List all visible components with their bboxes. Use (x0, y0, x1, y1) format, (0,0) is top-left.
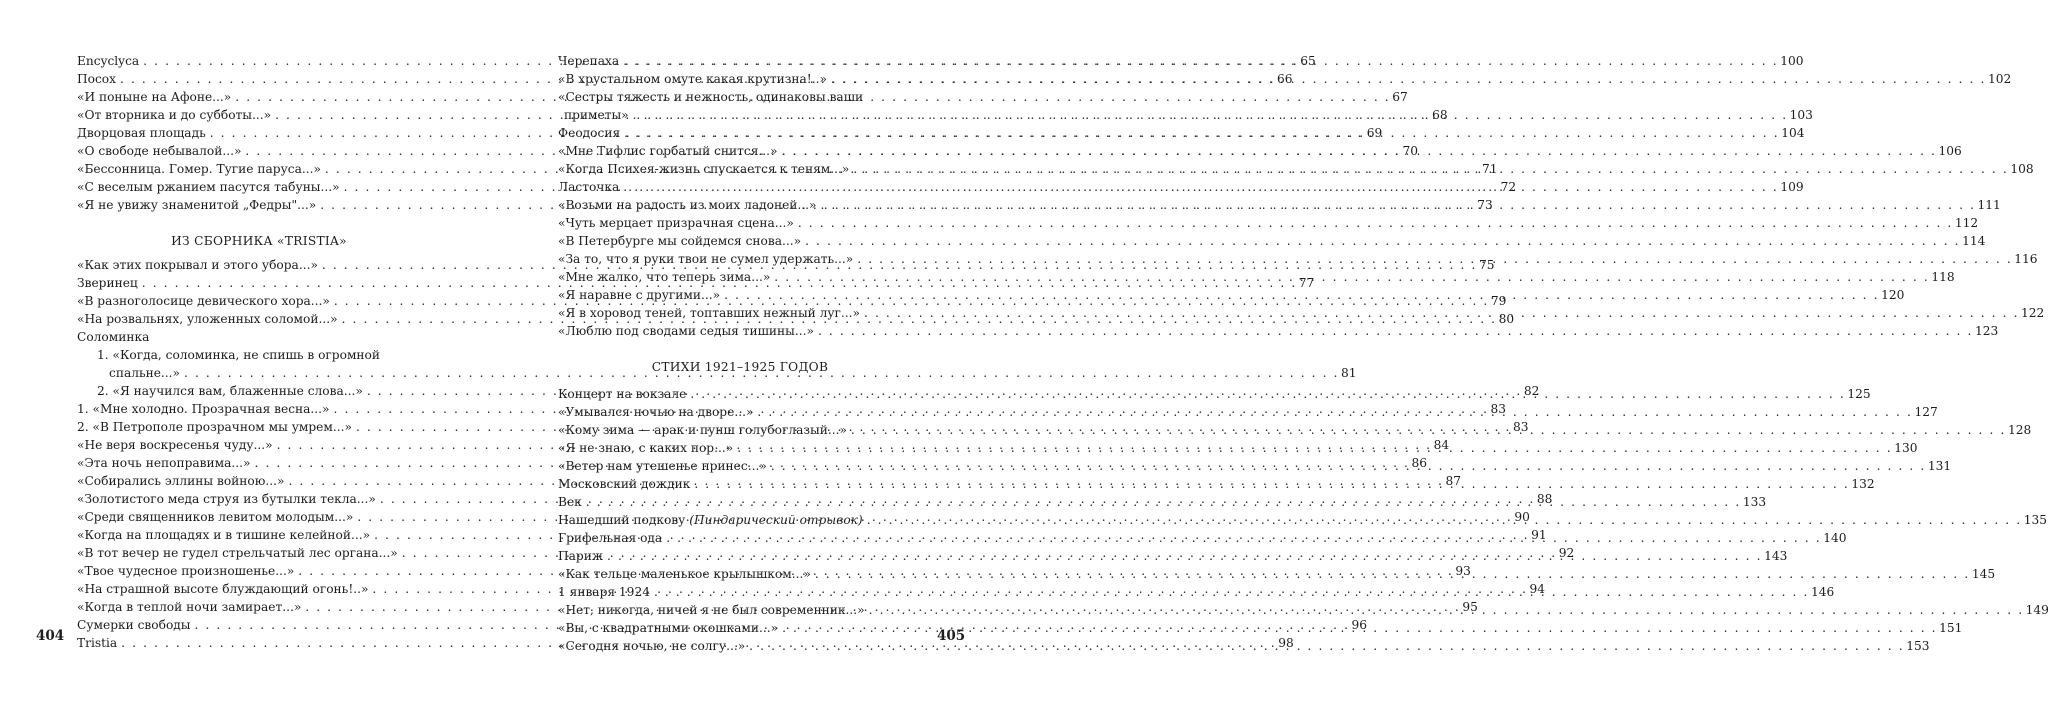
toc-title: «Люблю под сводами седыя тишины...» (558, 324, 814, 338)
toc-title: Tristia (77, 636, 118, 650)
toc-page-number: 118 (1931, 270, 1955, 284)
toc-page-number: 70 (1402, 144, 1418, 158)
toc-title: Век (558, 495, 582, 509)
toc-page-number: 125 (1847, 387, 1871, 401)
toc-page-number: 93 (1455, 564, 1471, 578)
toc-title: «Собирались эллины войною...» (77, 474, 285, 488)
toc-title: «Как этих покрывал и этого убора...» (77, 258, 318, 272)
dot-leader (853, 160, 2008, 178)
toc-page-number: 102 (1987, 72, 2012, 86)
toc-page-number: 109 (1780, 180, 1804, 194)
toc-page-number: 151 (1939, 621, 1963, 635)
toc-page-number: 83 (1512, 420, 1529, 434)
section-title-poems-1921-1925: СТИХИ 1921–1925 ГОДОВ (651, 360, 829, 374)
dot-leader (815, 565, 1970, 583)
toc-title: «Я наравне с другими...» (558, 288, 721, 302)
toc-title: «В тот вечер не гудел стрельчатый лес органа...» (77, 546, 398, 560)
toc-entry-multiline-first[interactable] (77, 346, 441, 364)
toc-page-number: 65 (1300, 54, 1316, 68)
toc-title-continuation: спальне...» (109, 366, 181, 380)
toc-page-number: 127 (1914, 405, 1938, 419)
toc-title: Феодосия (558, 126, 621, 140)
toc-entry[interactable] (558, 214, 1979, 232)
toc-title: «Мне Тифлис горбатый снится...» (558, 144, 778, 158)
toc-title: Грифельная ода (558, 531, 663, 545)
toc-title (558, 511, 863, 529)
toc-entry[interactable] (558, 232, 1986, 250)
dot-leader (623, 52, 1778, 70)
toc-page-number: 108 (2010, 162, 2034, 176)
toc-title: «За то, что я руки твои не сумел удержать...» (558, 252, 854, 266)
toc-title: Зверинец (77, 276, 138, 290)
toc-title: «Среди священников левитом молодым...» (77, 510, 354, 524)
toc-title: «В Петербурге мы сойдемся снова...» (558, 234, 802, 248)
dot-leader (666, 529, 1821, 547)
dot-leader (867, 511, 2022, 529)
dot-leader (757, 403, 1912, 421)
toc-page-number: 104 (1781, 126, 1805, 140)
dot-leader (781, 142, 1936, 160)
toc-page-number: 92 (1558, 546, 1575, 560)
toc-page-number: 75 (1478, 258, 1495, 272)
dot-leader (623, 178, 1778, 196)
toc-page-number: 131 (1927, 459, 1952, 473)
toc-title: «Как тельце маленькое крылышком...» (558, 567, 811, 581)
toc-title: «Бессонница. Гомер. Тугие паруса...» (77, 162, 321, 176)
toc-page-number: 72 (1500, 180, 1517, 194)
toc-title: Черепаха (558, 54, 620, 68)
toc-title: «Золотистого меда струя из бутылки текла...» (77, 492, 376, 506)
toc-title: «Я не знаю, с каких пор...» (558, 441, 734, 455)
toc-title: «На розвальнях, уложенных соломой...» (77, 312, 338, 326)
toc-page-number: 83 (1490, 402, 1507, 416)
dot-leader (690, 385, 1845, 403)
toc-page-number: 77 (1298, 276, 1315, 290)
toc-page-number: 81 (1341, 366, 1357, 380)
toc-title: «Я не увижу знаменитой „Федры"...» (77, 198, 317, 212)
toc-title: «Чуть мерцает призрачная сцена...» (558, 216, 794, 230)
toc-group-heading-solominka[interactable] (77, 328, 441, 346)
toc-title: «Когда на площадях и в тишине келейной...» (77, 528, 371, 542)
toc-title: «В разноголосице девического хора...» (77, 294, 330, 308)
dot-leader (654, 583, 1809, 601)
page-number-right: 405 (937, 628, 966, 644)
toc-title: Encyclyca (77, 54, 140, 68)
toc-page-number: 132 (1851, 477, 1875, 491)
toc-page-number: 66 (1277, 72, 1293, 86)
page-number-left: 404 (36, 628, 65, 644)
toc-page-number: 95 (1462, 600, 1478, 614)
toc-title: «Умывался ночью на дворе...» (558, 405, 754, 419)
toc-title: «Твое чудесное произношенье...» (77, 564, 295, 578)
toc-page-number: 123 (1974, 324, 1999, 338)
toc-page-number: 87 (1445, 474, 1461, 488)
toc-page-number: 146 (1810, 585, 1835, 599)
toc-title: 2. «Я научился вам, блаженные слова...» (97, 384, 363, 398)
toc-title: Париж (558, 549, 604, 563)
toc-title: «Сегодня ночью, не солгу...» (558, 639, 746, 653)
dot-leader (851, 421, 2006, 439)
toc-title: Московский дождик (558, 477, 691, 491)
dot-leader (774, 268, 1929, 286)
toc-title: 1. «Мне холодно. Прозрачная весна...» (77, 402, 330, 416)
toc-title: «Не веря воскресенья чуду...» (77, 438, 273, 452)
toc-title: «Кому зима — арак и пунш голубоглазый...» (558, 423, 847, 437)
toc-title: «Мне жалко, что теперь зима...» (558, 270, 771, 284)
toc-page-number: 80 (1498, 312, 1515, 326)
toc-title: 2. «В Петрополе прозрачном мы умрем...» (77, 420, 352, 434)
toc-page-number: 79 (1490, 294, 1507, 308)
toc-page-number: 116 (2014, 252, 2038, 266)
toc-page-number: 122 (2021, 306, 2045, 320)
dot-leader (831, 70, 1986, 88)
toc-title: Дворцовая площадь (77, 126, 206, 140)
section-title-tristia: ИЗ СБОРНИКА «TRISTIA» (171, 234, 347, 248)
toc-title: «О свободе небывалой...» (77, 144, 242, 158)
dot-leader (724, 286, 1879, 304)
toc-title-subtitle: (Пиндарический отрывок) (689, 513, 863, 527)
toc-title: 1. «Когда, соломинка, не спишь в огромной (97, 348, 381, 362)
toc-page-number: 90 (1514, 510, 1530, 524)
toc-title: «Я в хоровод теней, топтавших нежный луг...» (558, 306, 861, 320)
toc-page-number: 91 (1531, 528, 1547, 542)
toc-page-number: 84 (1433, 438, 1450, 452)
toc-page-number: 86 (1411, 456, 1428, 470)
toc-page-number: 88 (1536, 492, 1553, 506)
toc-title: «На страшной высоте блуждающий огонь!..» (77, 582, 369, 596)
toc-page-number: 96 (1351, 618, 1368, 632)
dot-leader (869, 601, 2024, 619)
toc-title: «В хрустальном омуте какая крутизна!..» (558, 72, 827, 86)
toc-page-number: 73 (1477, 198, 1493, 212)
toc-page-number: 128 (2007, 423, 2032, 437)
dot-leader (818, 322, 1973, 340)
toc-page-number: 145 (1971, 567, 1996, 581)
toc-title-main: Нашедший подкову (558, 513, 686, 527)
dot-leader (633, 106, 1788, 124)
dot-leader (694, 475, 1849, 493)
toc-page-number: 149 (2025, 603, 2049, 617)
toc-page-number: 67 (1392, 90, 1408, 104)
toc-title: «Эта ночь непоправима...» (77, 456, 251, 470)
toc-page-number: 140 (1823, 531, 1847, 545)
toc-title-continuation: приметы» (564, 108, 629, 122)
toc-title: «Ветер нам утешенье принес...» (558, 459, 767, 473)
toc-page-number: 114 (1962, 234, 1986, 248)
toc-title: Сумерки свободы (77, 618, 191, 632)
dot-leader (820, 196, 1975, 214)
dot-leader (737, 439, 1892, 457)
toc-page-number: 112 (1954, 216, 1979, 230)
toc-title: «От вторника и до субботы...» (77, 108, 272, 122)
toc-title: 1 января 1924 (558, 585, 650, 599)
toc-title: Ласточка (558, 180, 620, 194)
toc-page-number: 71 (1481, 162, 1498, 176)
dot-leader (586, 493, 1741, 511)
toc-page-number: 130 (1894, 441, 1918, 455)
toc-title: «Нет, никогда, ничей я не был современник...» (558, 603, 865, 617)
toc-page-number: 153 (1906, 639, 1930, 653)
toc-title: «Возьми на радость из моих ладоней...» (558, 198, 817, 212)
toc-title: «И поныне на Афоне...» (77, 90, 232, 104)
toc-page-number: 100 (1780, 54, 1804, 68)
dot-leader (805, 232, 1960, 250)
toc-page-number: 106 (1938, 144, 1962, 158)
toc-title: «С веселым ржанием пасутся табуны...» (77, 180, 340, 194)
dot-leader (798, 214, 1953, 232)
toc-title: «Вы, с квадратными окошками...» (558, 621, 779, 635)
toc-page-number: 69 (1366, 126, 1383, 140)
toc-page-number: 98 (1278, 636, 1294, 650)
dot-leader (771, 457, 1926, 475)
toc-title: Соломинка (77, 330, 150, 344)
toc-page-number: 143 (1764, 549, 1788, 563)
dot-leader (864, 304, 2019, 322)
toc-page-number: 135 (2023, 513, 2047, 527)
toc-page-number: 120 (1881, 288, 1905, 302)
toc-entry-multiline-first[interactable] (558, 88, 922, 106)
toc-page-number: 68 (1432, 108, 1448, 122)
toc-title: «Сестры тяжесть и нежность, одинаковы ваши (558, 90, 864, 104)
toc-title: «Когда Психея-жизнь спускается к теням...» (558, 162, 850, 176)
toc-page-number: 111 (1977, 198, 2001, 212)
dot-leader (607, 547, 1762, 565)
toc-title: Посох (77, 72, 117, 86)
dot-leader (749, 637, 1904, 655)
toc-page-number: 94 (1529, 582, 1545, 596)
dot-leader (857, 250, 2012, 268)
toc-page-number: 133 (1742, 495, 1767, 509)
toc-title: Концерт на вокзале (558, 387, 687, 401)
toc-page-number: 82 (1523, 384, 1540, 398)
toc-entry[interactable] (558, 322, 1999, 340)
dot-leader (624, 124, 1779, 142)
toc-page-number: 103 (1789, 108, 1813, 122)
toc-title: «Когда в теплой ночи замирает...» (77, 600, 302, 614)
